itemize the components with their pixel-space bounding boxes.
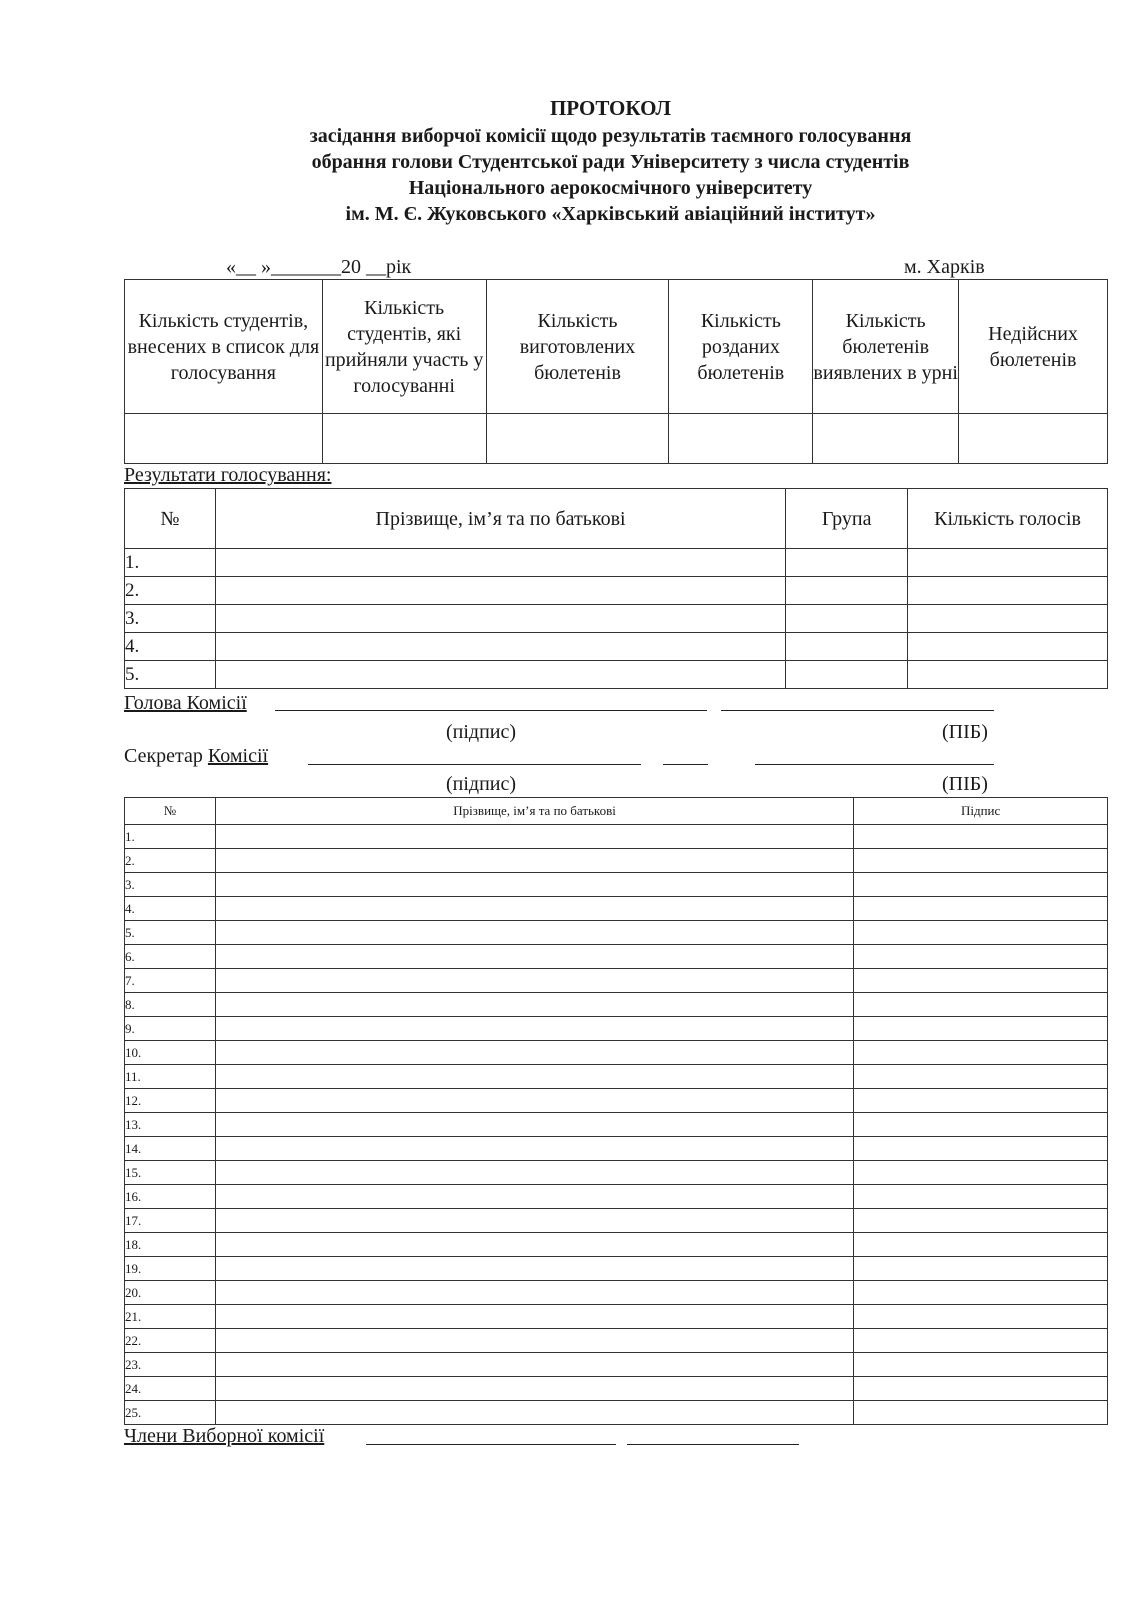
members-table <box>124 797 1108 1425</box>
members-name-cell[interactable] <box>215 897 853 921</box>
members-name-cell[interactable] <box>215 1113 853 1137</box>
members-row <box>125 1017 1108 1041</box>
members-name-cell[interactable] <box>215 825 853 849</box>
members-header-signature: Підпис <box>854 798 1108 825</box>
members-header-name: Прізвище, ім’я та по батькові <box>215 798 853 825</box>
results-header-group: Група <box>786 489 908 549</box>
results-row-number: 5. <box>125 661 216 689</box>
members-name-cell[interactable] <box>215 849 853 873</box>
members-row <box>125 1353 1108 1377</box>
members-row <box>125 1185 1108 1209</box>
members-name-cell[interactable] <box>215 1041 853 1065</box>
members-signature-cell[interactable] <box>854 1065 1108 1089</box>
members-row <box>125 993 1108 1017</box>
members-signature-cell[interactable] <box>854 945 1108 969</box>
chair-label-text: Голова Комісії <box>124 692 247 714</box>
results-name-cell[interactable] <box>215 633 785 661</box>
members-row <box>125 1401 1108 1425</box>
results-row-number: 1. <box>125 549 216 577</box>
members-row-number: 25. <box>125 1401 216 1425</box>
members-row-number: 4. <box>125 897 216 921</box>
document-subtitle-line-3: Національного аерокосмічного університету <box>408 177 813 199</box>
members-name-cell[interactable] <box>215 1185 853 1209</box>
members-row-number: 3. <box>125 873 216 897</box>
stats-header-row <box>125 280 1108 414</box>
members-name-cell[interactable] <box>215 945 853 969</box>
stats-header-cell: Кількість студентів, внесених в список для голосування <box>125 280 323 414</box>
members-signature-cell[interactable] <box>854 1041 1108 1065</box>
chair-signature-line[interactable] <box>275 710 707 711</box>
results-votes-cell[interactable] <box>908 661 1108 689</box>
members-name-cell[interactable] <box>215 1257 853 1281</box>
stats-header-cell: Кількість розданих бюлетенів <box>669 280 813 414</box>
members-name-cell[interactable] <box>215 1281 853 1305</box>
members-name-cell[interactable] <box>215 1353 853 1377</box>
members-row <box>125 1233 1108 1257</box>
members-name-cell[interactable] <box>215 1161 853 1185</box>
members-row <box>125 945 1108 969</box>
stats-value-cell[interactable] <box>125 414 323 464</box>
secretary-name-caption: (ПІБ) <box>942 773 988 795</box>
members-row-number: 5. <box>125 921 216 945</box>
chair-signature-caption: (підпис) <box>446 721 517 743</box>
members-name-cell[interactable] <box>215 1401 853 1425</box>
secretary-label-prefix: Секретар <box>124 745 208 767</box>
members-signature-cell[interactable] <box>854 897 1108 921</box>
members-row <box>125 1209 1108 1233</box>
stats-value-cell[interactable] <box>322 414 486 464</box>
members-signature-cell[interactable] <box>854 825 1108 849</box>
stats-value-cell[interactable] <box>813 414 959 464</box>
members-signature-cell[interactable] <box>854 1017 1108 1041</box>
members-row <box>125 1041 1108 1065</box>
stats-table <box>124 279 1108 464</box>
results-group-cell[interactable] <box>786 577 908 605</box>
members-row <box>125 1257 1108 1281</box>
members-row <box>125 1281 1108 1305</box>
members-row <box>125 849 1108 873</box>
results-votes-cell[interactable] <box>908 633 1108 661</box>
members-name-cell[interactable] <box>215 1329 853 1353</box>
members-row <box>125 1329 1108 1353</box>
secretary-short-line[interactable] <box>663 764 708 765</box>
members-name-cell[interactable] <box>215 921 853 945</box>
members-name-cell[interactable] <box>215 969 853 993</box>
members-row <box>125 1377 1108 1401</box>
members-row-number: 20. <box>125 1281 216 1305</box>
members-row-number: 22. <box>125 1329 216 1353</box>
secretary-label <box>124 745 268 768</box>
members-footer-line-2[interactable] <box>627 1444 799 1445</box>
results-votes-cell[interactable] <box>908 605 1108 633</box>
members-row-number: 6. <box>125 945 216 969</box>
members-row <box>125 1305 1108 1329</box>
results-group-cell[interactable] <box>786 661 908 689</box>
members-signature-cell[interactable] <box>854 1137 1108 1161</box>
stats-header-cell: Кількість бюлетенів виявлених в урні <box>813 280 959 414</box>
stats-value-cell[interactable] <box>486 414 669 464</box>
results-label: Результати голосування: <box>124 464 332 486</box>
members-name-cell[interactable] <box>215 1137 853 1161</box>
members-signature-cell[interactable] <box>854 921 1108 945</box>
members-signature-cell[interactable] <box>854 1353 1108 1377</box>
document-subtitle-line-1: засідання виборчої комісії щодо результатів таємного голосування <box>309 125 912 147</box>
results-header-votes: Кількість голосів <box>908 489 1108 549</box>
secretary-signature-caption: (підпис) <box>446 773 517 795</box>
members-row-number: 8. <box>125 993 216 1017</box>
members-name-cell[interactable] <box>215 993 853 1017</box>
members-row <box>125 825 1108 849</box>
members-row <box>125 1089 1108 1113</box>
members-signature-cell[interactable] <box>854 1377 1108 1401</box>
document-header <box>0 95 1131 227</box>
results-row-number: 2. <box>125 577 216 605</box>
members-footer-label <box>124 1425 324 1448</box>
members-name-cell[interactable] <box>215 1089 853 1113</box>
members-header-row <box>125 798 1108 825</box>
results-row <box>125 605 1108 633</box>
members-signature-cell[interactable] <box>854 1089 1108 1113</box>
members-signature-cell[interactable] <box>854 1329 1108 1353</box>
results-name-cell[interactable] <box>215 549 785 577</box>
members-row <box>125 1161 1108 1185</box>
stats-header-cell: Кількість студентів, які прийняли участь у голосуванні <box>322 280 486 414</box>
results-header-row <box>125 489 1108 549</box>
city-label: м. Харків <box>904 256 985 278</box>
results-group-cell[interactable] <box>786 633 908 661</box>
members-row-number: 16. <box>125 1185 216 1209</box>
members-row-number: 17. <box>125 1209 216 1233</box>
results-group-cell[interactable] <box>786 605 908 633</box>
members-footer-line-1[interactable] <box>366 1444 616 1445</box>
document-subtitle-line-2: обрання голови Студентської ради Університету з числа студентів <box>311 151 910 173</box>
members-row-number: 11. <box>125 1065 216 1089</box>
members-signature-cell[interactable] <box>854 1185 1108 1209</box>
members-row-number: 2. <box>125 849 216 873</box>
results-header-number: № <box>125 489 216 549</box>
results-row <box>125 577 1108 605</box>
results-table <box>124 488 1108 689</box>
members-signature-cell[interactable] <box>854 1281 1108 1305</box>
results-row <box>125 549 1108 577</box>
results-name-cell[interactable] <box>215 661 785 689</box>
members-footer-label-text: Члени Виборної комісії <box>124 1425 325 1447</box>
results-votes-cell[interactable] <box>908 549 1108 577</box>
members-signature-cell[interactable] <box>854 1257 1108 1281</box>
members-row <box>125 1113 1108 1137</box>
members-signature-cell[interactable] <box>854 1233 1108 1257</box>
members-name-cell[interactable] <box>215 1017 853 1041</box>
members-row-number: 10. <box>125 1041 216 1065</box>
secretary-name-line[interactable] <box>755 764 994 765</box>
members-name-cell[interactable] <box>215 1233 853 1257</box>
members-signature-cell[interactable] <box>854 849 1108 873</box>
members-name-cell[interactable] <box>215 873 853 897</box>
members-signature-cell[interactable] <box>854 1401 1108 1425</box>
document-title: ПРОТОКОЛ <box>549 96 672 120</box>
members-signature-cell[interactable] <box>854 873 1108 897</box>
members-signature-cell[interactable] <box>854 1305 1108 1329</box>
members-row-number: 18. <box>125 1233 216 1257</box>
members-row <box>125 897 1108 921</box>
chair-name-line[interactable] <box>721 710 994 711</box>
members-row-number: 9. <box>125 1017 216 1041</box>
results-name-cell[interactable] <box>215 605 785 633</box>
members-row-number: 7. <box>125 969 216 993</box>
members-row-number: 24. <box>125 1377 216 1401</box>
results-row-number: 3. <box>125 605 216 633</box>
members-header-number: № <box>125 798 216 825</box>
results-name-cell[interactable] <box>215 577 785 605</box>
members-row <box>125 921 1108 945</box>
members-row-number: 15. <box>125 1161 216 1185</box>
members-row <box>125 1137 1108 1161</box>
secretary-label-word: Комісії <box>207 745 269 767</box>
members-row-number: 12. <box>125 1089 216 1113</box>
members-row-number: 19. <box>125 1257 216 1281</box>
stats-value-cell[interactable] <box>959 414 1108 464</box>
stats-header-cell: Недійсних бюлетенів <box>959 280 1108 414</box>
results-row <box>125 633 1108 661</box>
stats-header-cell: Кількість виготовлених бюлетенів <box>486 280 669 414</box>
date-field[interactable]: «__ »_______20 __рік <box>226 256 412 278</box>
chair-label <box>124 692 247 715</box>
members-row <box>125 969 1108 993</box>
members-row <box>125 1065 1108 1089</box>
members-signature-cell[interactable] <box>854 1113 1108 1137</box>
document-subtitle-line-4: ім. М. Є. Жуковського «Харківський авіаційний інститут» <box>345 203 876 225</box>
members-row-number: 13. <box>125 1113 216 1137</box>
members-signature-cell[interactable] <box>854 1209 1108 1233</box>
members-row-number: 14. <box>125 1137 216 1161</box>
members-row <box>125 873 1108 897</box>
stats-value-row <box>125 414 1108 464</box>
results-group-cell[interactable] <box>786 549 908 577</box>
members-name-cell[interactable] <box>215 1305 853 1329</box>
members-name-cell[interactable] <box>215 1377 853 1401</box>
members-row-number: 23. <box>125 1353 216 1377</box>
chair-name-caption: (ПІБ) <box>942 721 988 743</box>
results-row <box>125 661 1108 689</box>
secretary-signature-line[interactable] <box>308 764 641 765</box>
results-header-name: Прізвище, ім’я та по батькові <box>215 489 785 549</box>
members-row-number: 21. <box>125 1305 216 1329</box>
stats-value-cell[interactable] <box>669 414 813 464</box>
members-name-cell[interactable] <box>215 1209 853 1233</box>
members-name-cell[interactable] <box>215 1065 853 1089</box>
members-signature-cell[interactable] <box>854 1161 1108 1185</box>
members-signature-cell[interactable] <box>854 969 1108 993</box>
results-row-number: 4. <box>125 633 216 661</box>
results-votes-cell[interactable] <box>908 577 1108 605</box>
members-row-number: 1. <box>125 825 216 849</box>
members-signature-cell[interactable] <box>854 993 1108 1017</box>
